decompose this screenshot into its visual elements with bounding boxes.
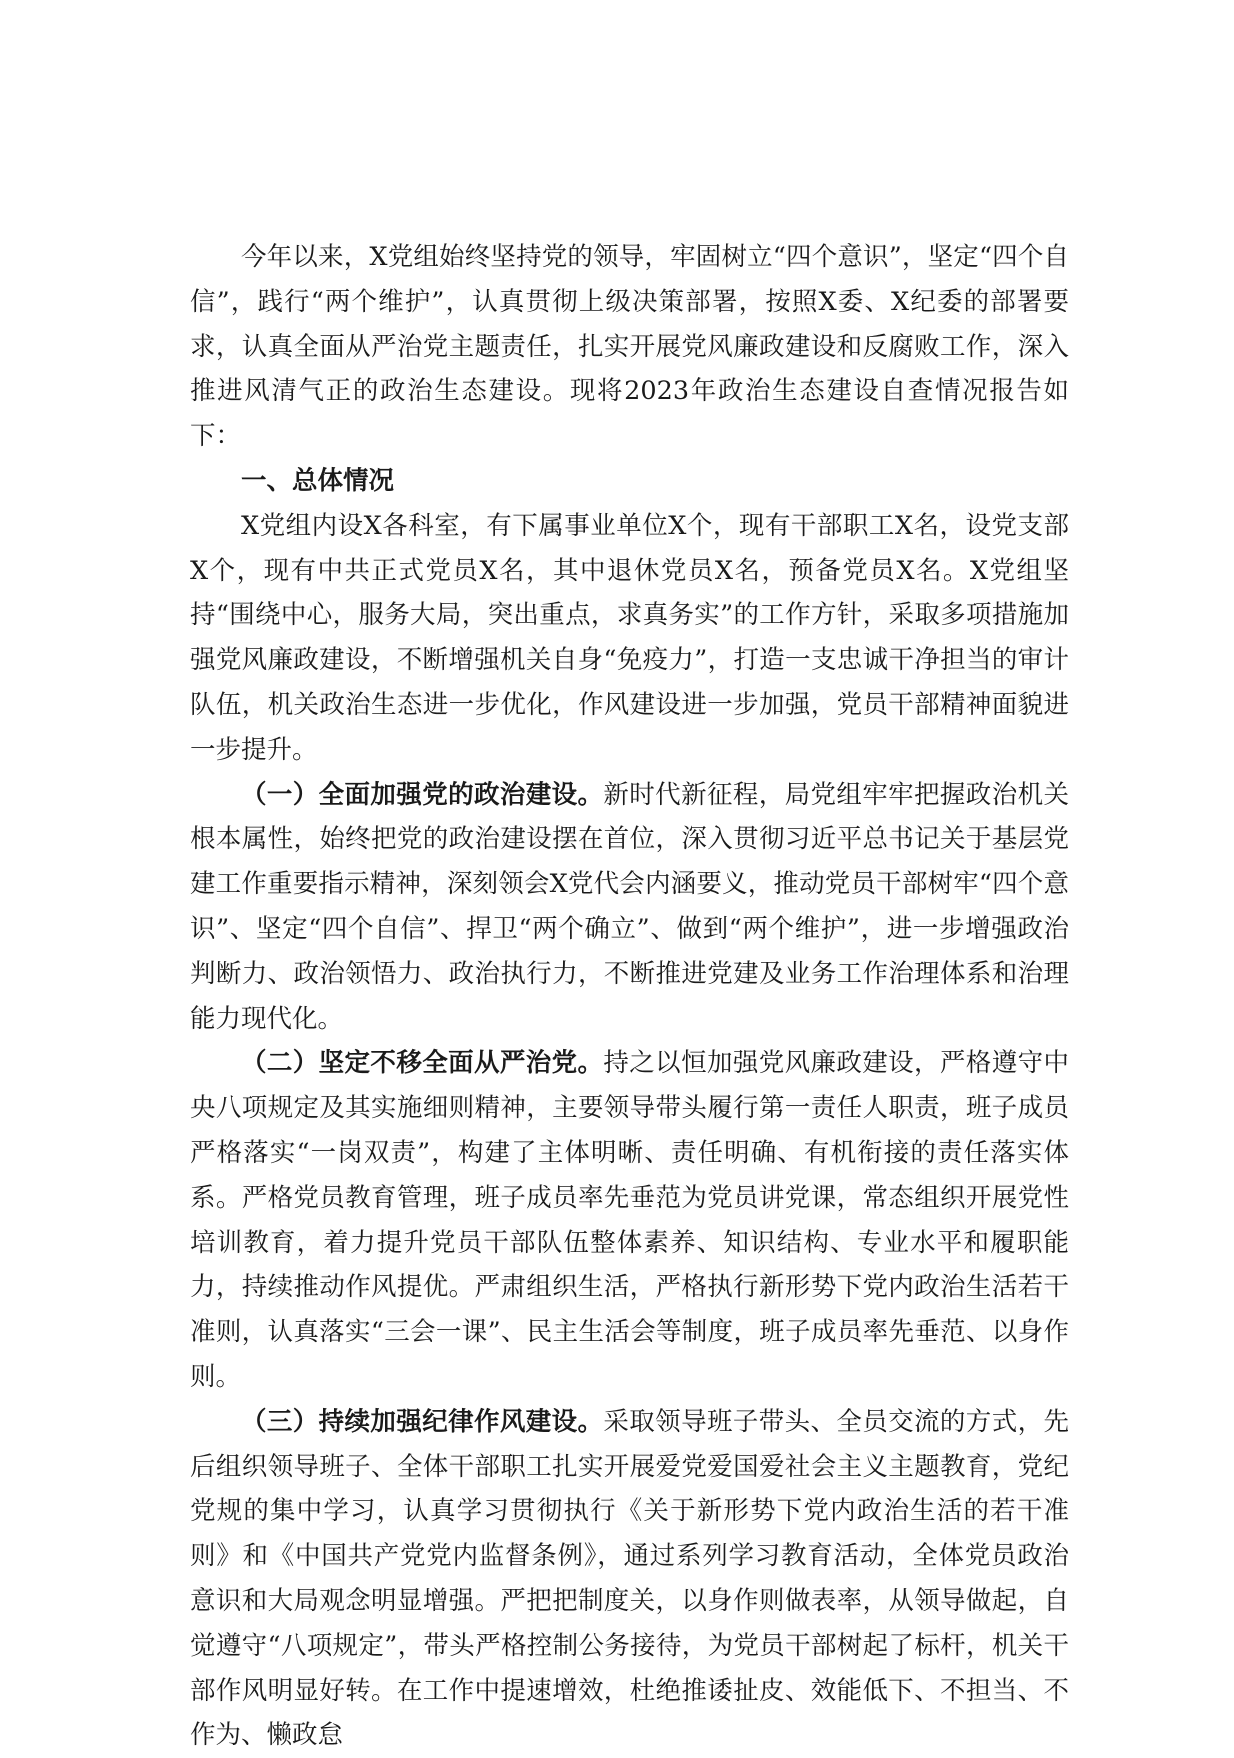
- subsection-paragraph-2: [190, 1041, 1069, 1399]
- section-heading-text: 一、总体情况: [241, 465, 395, 496]
- subsection-paragraph-3: [190, 1400, 1069, 1758]
- overview-text: X党组内设X各科室，有下属事业单位X个，现有干部职工X名，设党支部X个，现有中共正式党员X名，其中退休党员X名，预备党员X名。X党组坚持“围绕中心，服务大局，突出重点，求真务实”的工作方针，采取多项措施加强党风廉政建设，不断增强机关自身“免疫力”，打造一支忠诚干净担当的审计队伍，机关政治生态进一步优化，作风建设进一步加强，党员干部精神面貌进一步提升。: [190, 510, 1069, 765]
- subsection-lead-2: （二）坚定不移全面从严治党。: [241, 1048, 604, 1079]
- intro-text: 今年以来，X党组始终坚持党的领导，牢固树立“四个意识”，坚定“四个自信”，践行“两个维护”，认真贯彻上级决策部署，按照X委、X纪委的部署要求，认真全面从严治党主题责任，扎实开展党风廉政建设和反腐败工作，深入推进风清气正的政治生态建设。现将2023年政治生态建设自查情况报告如下：: [190, 242, 1069, 452]
- subsection-lead-1: （一）全面加强党的政治建设。: [241, 779, 604, 810]
- subsection-paragraph-1: [190, 773, 1069, 1042]
- intro-paragraph: [190, 235, 1069, 459]
- document-body: [190, 235, 1069, 1758]
- subsection-text-3: 采取领导班子带头、全员交流的方式，先后组织领导班子、全体干部职工扎实开展爱党爱国爱社会主义主题教育，党纪党规的集中学习，认真学习贯彻执行《关于新形势下党内政治生活的若干准则》和《中国共产党党内监督条例》，通过系列学习教育活动，全体党员政治意识和大局观念明显增强。严把把制度关，以身作则做表率，从领导做起，自觉遵守“八项规定”，带头严格控制公务接待，为党员干部树起了标杆，机关干部作风明显好转。在工作中提速增效，杜绝推诿扯皮、效能低下、不担当、不作为、懒政怠: [190, 1406, 1069, 1751]
- subsection-text-2: 持之以恒加强党风廉政建设，严格遵守中央八项规定及其实施细则精神，主要领导带头履行第一责任人职责，班子成员严格落实“一岗双责”，构建了主体明晰、责任明确、有机衔接的责任落实体系。严格党员教育管理，班子成员率先垂范为党员讲党课，常态组织开展党性培训教育，着力提升党员干部队伍整体素养、知识结构、专业水平和履职能力，持续推动作风提优。严肃组织生活，严格执行新形势下党内政治生活若干准则，认真落实“三会一课”、民主生活会等制度，班子成员率先垂范、以身作则。: [190, 1048, 1069, 1392]
- overview-paragraph: [190, 504, 1069, 773]
- section-heading-overview: [190, 459, 1069, 504]
- subsection-lead-3: （三）持续加强纪律作风建设。: [241, 1406, 604, 1437]
- subsection-text-1: 新时代新征程，局党组牢牢把握政治机关根本属性，始终把党的政治建设摆在首位，深入贯彻习近平总书记关于基层党建工作重要指示精神，深刻领会X党代会内涵要义，推动党员干部树牢“四个意识”、坚定“四个自信”、捍卫“两个确立”、做到“两个维护”，进一步增强政治判断力、政治领悟力、政治执行力，不断推进党建及业务工作治理体系和治理能力现代化。: [190, 779, 1069, 1034]
